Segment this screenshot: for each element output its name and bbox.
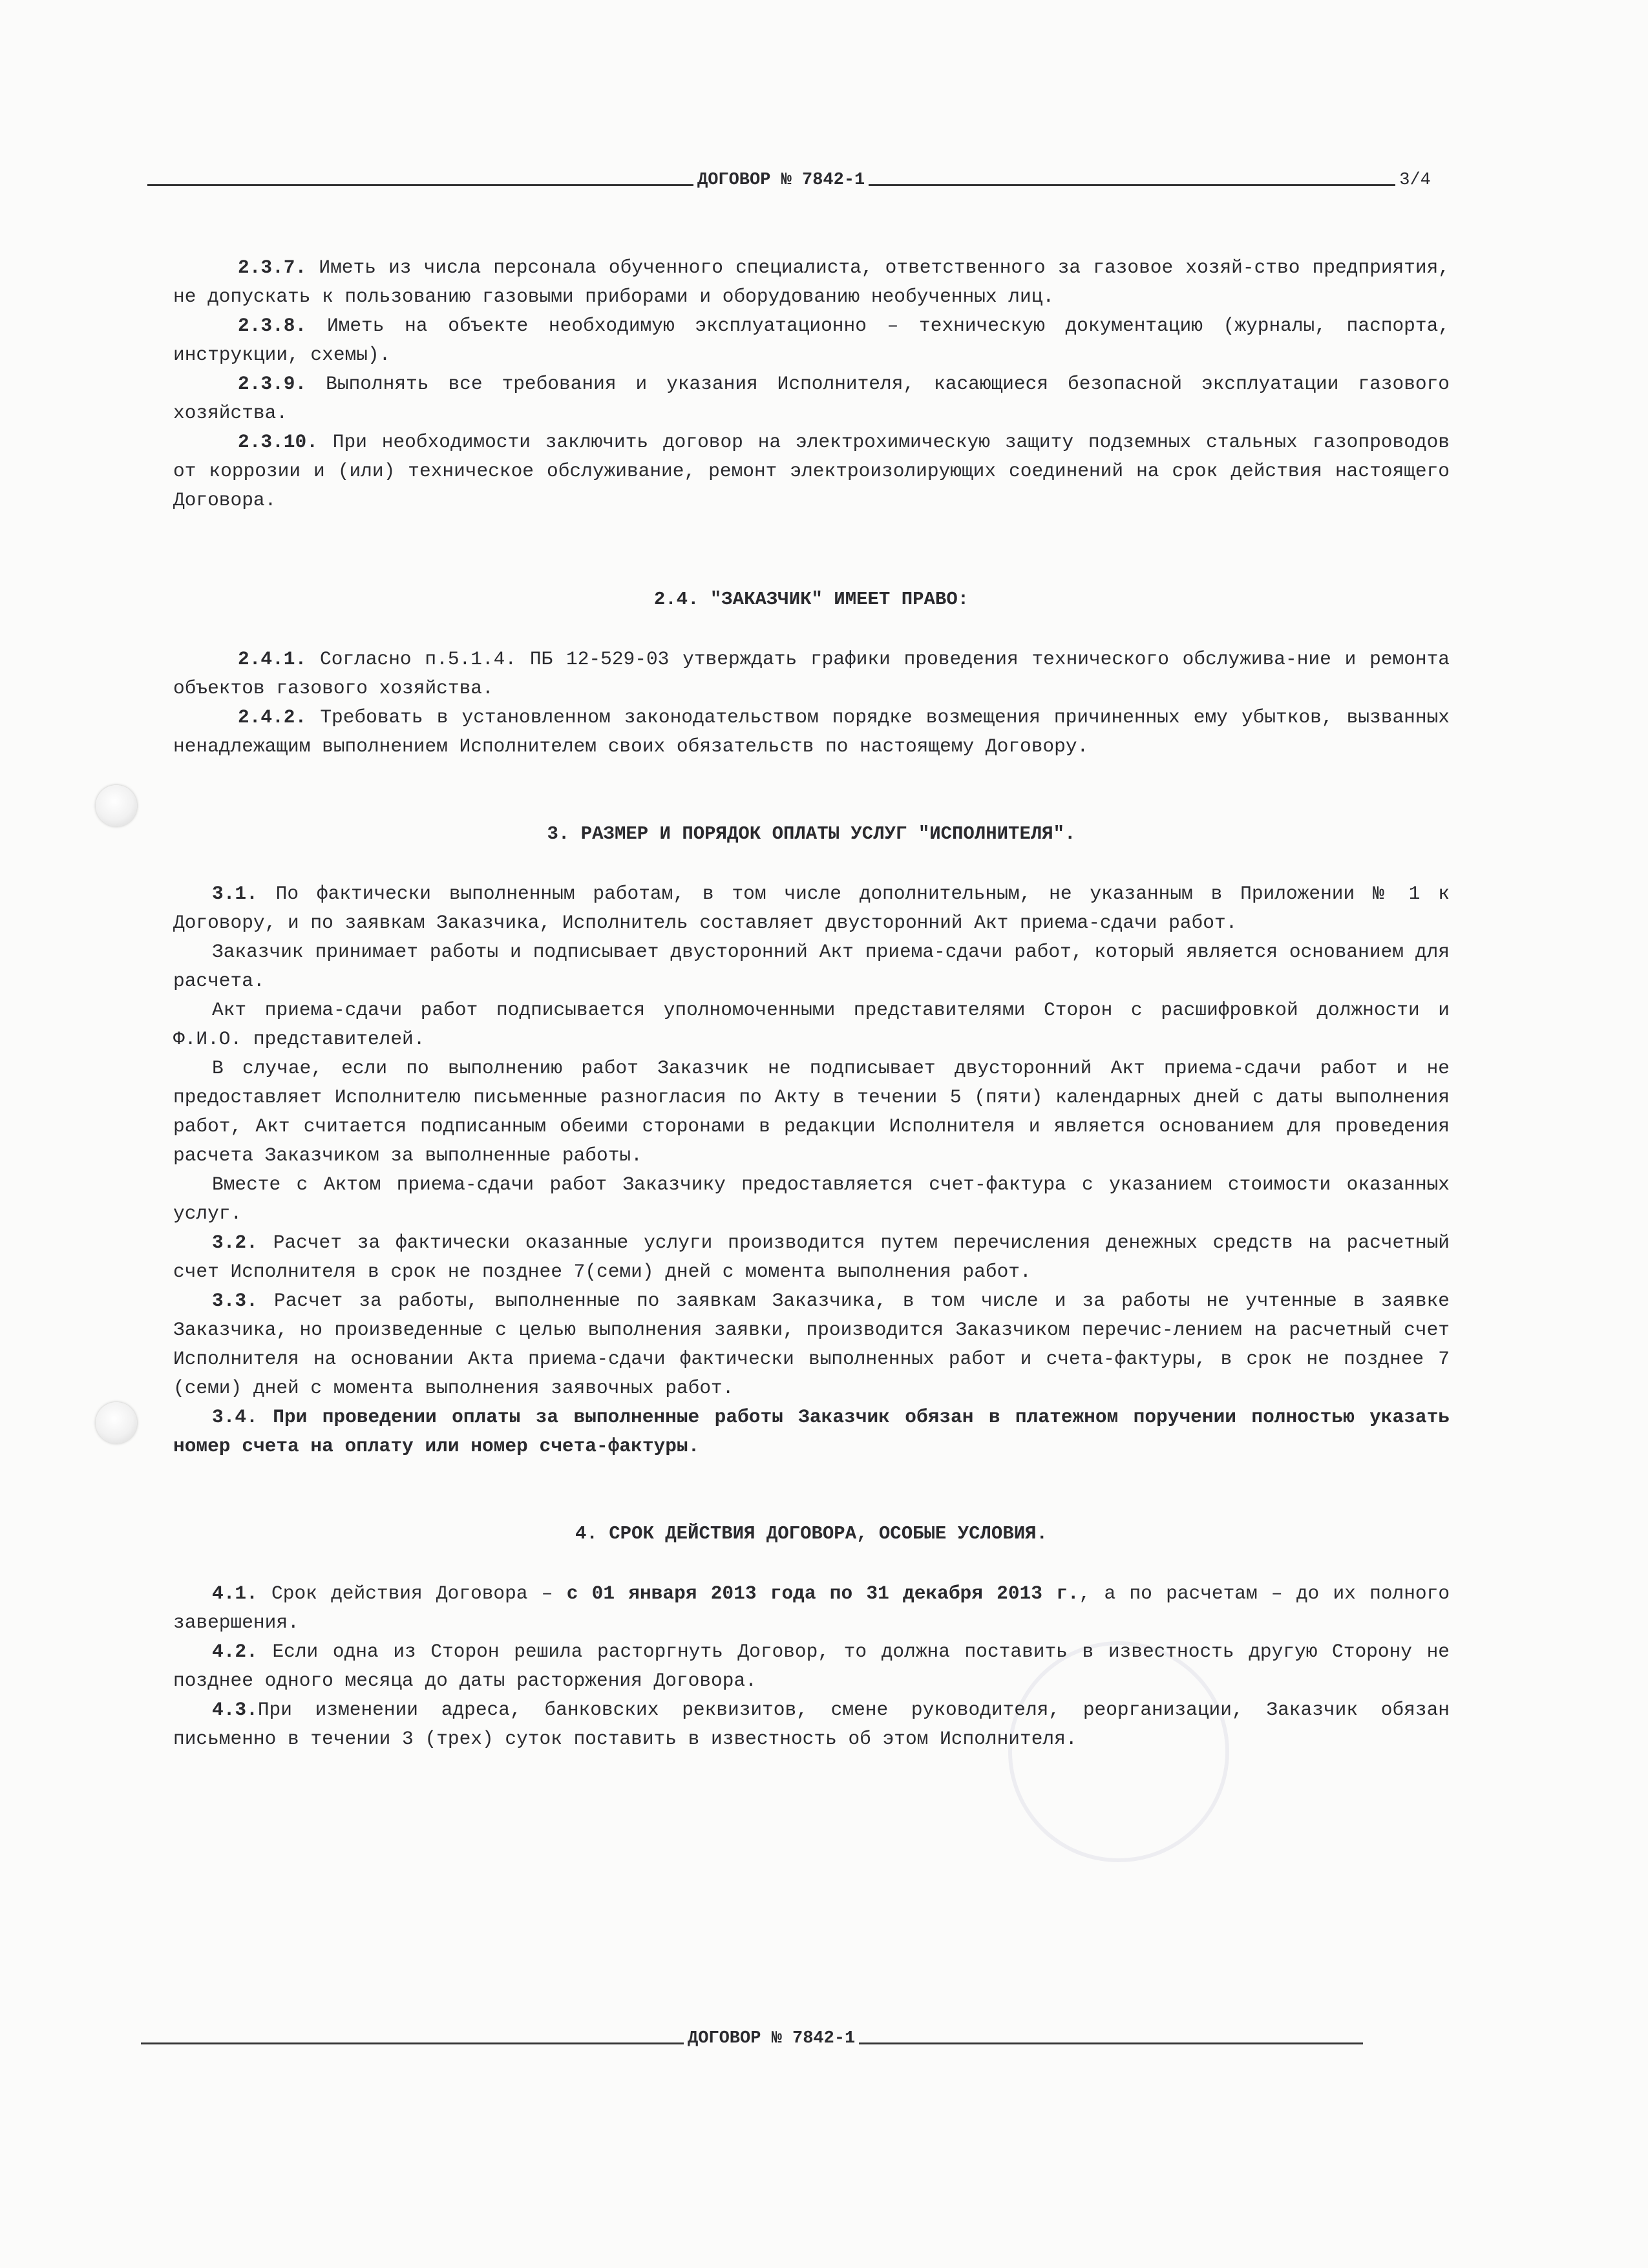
clause-text: При изменении адреса, банковских реквизитов, смене руководителя, реорганизации, Заказчик обязан письменно в течении 3 (трех) суток поставить в известность об этом Исполнителя.	[173, 1699, 1450, 1750]
clause-number: 2.3.7.	[238, 257, 307, 278]
section-heading-4: 4. СРОК ДЕЙСТВИЯ ДОГОВОРА, ОСОБЫЕ УСЛОВИЯ.	[575, 1523, 1048, 1544]
clause-4-3	[173, 1696, 1450, 1754]
clause-2-3-9	[173, 370, 1450, 428]
clause-number: 3.1.	[212, 883, 258, 905]
clause-number: 2.4.2.	[238, 706, 307, 728]
page-footer	[141, 2022, 1421, 2048]
paragraph-3-1-acceptance: Заказчик принимает работы и подписывает двусторонний Акт приема-сдачи работ, который является основанием для расчета.	[173, 941, 1450, 992]
clause-number: 3.4.	[212, 1406, 258, 1428]
page-number: 3/4	[1399, 171, 1431, 190]
clause-text: Согласно п.5.1.4. ПБ 12-529-03 утверждать графики проведения технического обслужива-ние и ремонта объектов газового хозяйства.	[173, 648, 1450, 699]
clause-4-2	[173, 1637, 1450, 1696]
clause-3-1	[173, 879, 1450, 938]
clause-text-pre: Срок действия Договора –	[271, 1582, 553, 1604]
header-rule-right	[869, 184, 1395, 186]
clause-number: 2.3.9.	[238, 373, 307, 395]
clause-3-3	[173, 1286, 1450, 1403]
clause-number: 4.2.	[212, 1641, 258, 1663]
clause-3-4	[173, 1403, 1450, 1461]
paragraph-3-1-default: В случае, если по выполнению работ Заказчик не подписывает двусторонний Акт приема-сдачи работ и не предоставляет Исполнителю письменные разногласия по Акту в течении 5 (пяти) календарных дней с даты выполнения работ, Акт считается подписанным обеими сторонами в редакции Исполнителя и является основанием для проведения расчета Заказчиком за выполненные работы.	[173, 1057, 1450, 1166]
clause-number: 3.2.	[212, 1232, 258, 1254]
footer-title: ДОГОВОР № 7842-1	[688, 2029, 856, 2048]
footer-rule-left	[141, 2042, 684, 2044]
clause-text: При проведении оплаты за выполненные работы Заказчик обязан в платежном поручении полностью указать номер счета на оплату или номер счета-фактуры.	[173, 1406, 1450, 1457]
clause-text: Если одна из Сторон решила расторгнуть Договор, то должна поставить в известность другую Сторону не позднее одного месяца до даты расторжения Договора.	[173, 1641, 1450, 1692]
paragraph-3-1-signing: Акт приема-сдачи работ подписывается уполномоченными представителями Сторон с расшифровкой должности и Ф.И.О. представителей.	[173, 999, 1450, 1050]
clause-2-3-8	[173, 311, 1450, 370]
clause-number: 2.3.10.	[238, 431, 318, 453]
clause-text: По фактически выполненным работам, в том числе дополнительным, не указанным в Приложении № 1 к Договору, и по заявкам Заказчика, Исполнитель составляет двусторонний Акт приема-сдачи работ.	[173, 883, 1450, 934]
header-rule-left	[147, 184, 693, 186]
punch-hole-top	[96, 785, 137, 826]
section-heading-3: 3. РАЗМЕР И ПОРЯДОК ОПЛАТЫ УСЛУГ "ИСПОЛНИТЕЛЯ".	[547, 823, 1076, 845]
clause-number: 4.3.	[212, 1699, 258, 1721]
clause-number: 4.1.	[212, 1582, 258, 1604]
clause-number: 3.3.	[212, 1290, 258, 1312]
clause-text: Иметь на объекте необходимую эксплуатационно – техническую документацию (журналы, паспорта, инструкции, схемы).	[173, 315, 1450, 366]
clause-text: Иметь из числа персонала обученного специалиста, ответственного за газовое хозяй-ство предприятия, не допускать к пользованию газовыми приборами и оборудованию необученных лиц.	[173, 257, 1450, 308]
clause-text: При необходимости заключить договор на электрохимическую защиту подземных стальных газопроводов от коррозии и (или) техническое обслуживание, ремонт электроизолирующих соединений на срок действия настоящего Договора.	[173, 431, 1450, 511]
clause-text: Выполнять все требования и указания Исполнителя, касающиеся безопасной эксплуатации газового хозяйства.	[173, 373, 1450, 424]
clause-text: Расчет за фактически оказанные услуги производится путем перечисления денежных средств на расчетный счет Исполнителя в срок не позднее 7(семи) дней с момента выполнения работ.	[173, 1232, 1450, 1283]
footer-rule-right	[859, 2042, 1363, 2044]
clause-2-4-2	[173, 703, 1450, 761]
section-heading-2-4: 2.4. "ЗАКАЗЧИК" ИМЕЕТ ПРАВО:	[653, 589, 969, 610]
clause-2-3-10	[173, 428, 1450, 515]
clause-text: Требовать в установленном законодательством порядке возмещения причиненных ему убытков, вызванных ненадлежащим выполнением Исполнителем своих обязательств по настоящему Договору.	[173, 706, 1450, 757]
clause-3-2	[173, 1228, 1450, 1286]
paragraph-3-1-invoice: Вместе с Актом приема-сдачи работ Заказчику предоставляется счет-фактура с указанием стоимости оказанных услуг.	[173, 1173, 1450, 1224]
document-body	[173, 253, 1450, 1754]
clause-text-post: , а по расчетам – до их полного завершения.	[173, 1582, 1450, 1633]
contract-period: с 01 января 2013 года по 31 декабря 2013 г.	[566, 1582, 1079, 1604]
clause-text: Расчет за работы, выполненные по заявкам Заказчика, в том числе и за работы не учтенные в заявке Заказчика, но произведенные с целью выполнения заявки, производится Заказчиком перечис-лением на расчетный счет Исполнителя на основании Акта приема-сдачи фактически выполненных работ и счета-фактуры, в срок не позднее 7 (семи) дней с момента выполнения заявочных работ.	[173, 1290, 1450, 1399]
clause-2-3-7	[173, 253, 1450, 311]
punch-hole-bottom	[96, 1402, 137, 1444]
clause-number: 2.4.1.	[238, 648, 307, 670]
header-title: ДОГОВОР № 7842-1	[697, 171, 865, 190]
page-header	[147, 164, 1440, 190]
clause-2-4-1	[173, 645, 1450, 703]
clause-number: 2.3.8.	[238, 315, 307, 337]
clause-4-1	[173, 1579, 1450, 1637]
